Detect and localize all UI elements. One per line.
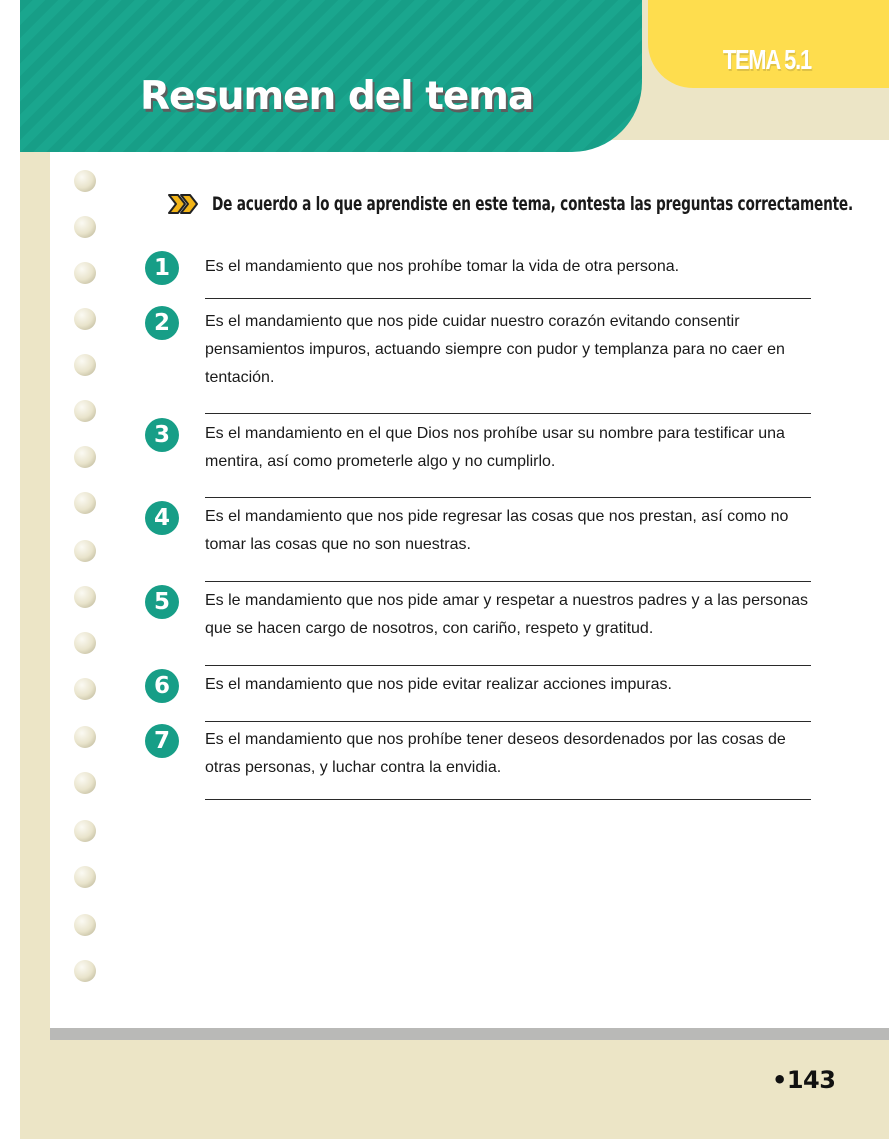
binder-ring — [74, 632, 96, 654]
instruction-text: De acuerdo a lo que aprendiste en este tema, contesta las preguntas correctamente. — [212, 193, 853, 215]
binder-ring — [74, 960, 96, 982]
binder-ring — [74, 678, 96, 700]
binder-ring — [74, 170, 96, 192]
header-banner — [20, 0, 642, 152]
binder-ring — [74, 726, 96, 748]
binder-ring — [74, 262, 96, 284]
question-text: Es el mandamiento que nos pide regresar las cosas que nos prestan, así como no tomar las cosas que no son nuestras. — [205, 508, 789, 553]
topic-tag: TEMA 5.1 — [722, 44, 811, 75]
question-number-badge: 1 — [145, 251, 179, 285]
page-number: •143 — [772, 1066, 836, 1094]
answer-line[interactable] — [205, 581, 811, 582]
binder-ring — [74, 446, 96, 468]
answer-line[interactable] — [205, 665, 811, 666]
question-text: Es el mandamiento en el que Dios nos prohíbe usar su nombre para testificar una mentira, así como prometerle algo y no cumplirlo. — [205, 425, 785, 470]
question-text: Es le mandamiento que nos pide amar y respetar a nuestros padres y a las personas que se hacen cargo de nosotros, con cariño, respeto y gratitud. — [205, 592, 808, 637]
binder-ring — [74, 772, 96, 794]
question-number-badge: 5 — [145, 585, 179, 619]
question-number-badge: 6 — [145, 669, 179, 703]
binder-ring — [74, 216, 96, 238]
binder-ring — [74, 820, 96, 842]
double-chevron-right-icon — [166, 192, 202, 216]
question-number-badge: 2 — [145, 306, 179, 340]
page-title: Resumen del tema — [140, 74, 534, 119]
binder-ring — [74, 354, 96, 376]
answer-line[interactable] — [205, 497, 811, 498]
question-number-badge: 7 — [145, 724, 179, 758]
topic-tab — [648, 0, 889, 88]
binder-ring — [74, 492, 96, 514]
binder-ring — [74, 400, 96, 422]
question-number-badge: 4 — [145, 501, 179, 535]
question-text: Es el mandamiento que nos prohíbe tomar la vida de otra persona. — [205, 258, 680, 275]
answer-line[interactable] — [205, 721, 811, 722]
answer-line[interactable] — [205, 413, 811, 414]
question-number-badge: 3 — [145, 418, 179, 452]
binder-ring — [74, 308, 96, 330]
question-text: Es el mandamiento que nos prohíbe tener deseos desordenados por las cosas de otras personas, y luchar contra la envidia. — [205, 731, 786, 776]
binder-ring — [74, 586, 96, 608]
binder-ring — [74, 914, 96, 936]
answer-line[interactable] — [205, 298, 811, 299]
binder-ring — [74, 540, 96, 562]
question-text: Es el mandamiento que nos pide cuidar nuestro corazón evitando consentir pensamientos impuros, actuando siempre con pudor y templanza para no caer en tentación. — [205, 313, 785, 386]
answer-line[interactable] — [205, 799, 811, 800]
question-text: Es el mandamiento que nos pide evitar realizar acciones impuras. — [205, 676, 672, 693]
binder-ring — [74, 866, 96, 888]
